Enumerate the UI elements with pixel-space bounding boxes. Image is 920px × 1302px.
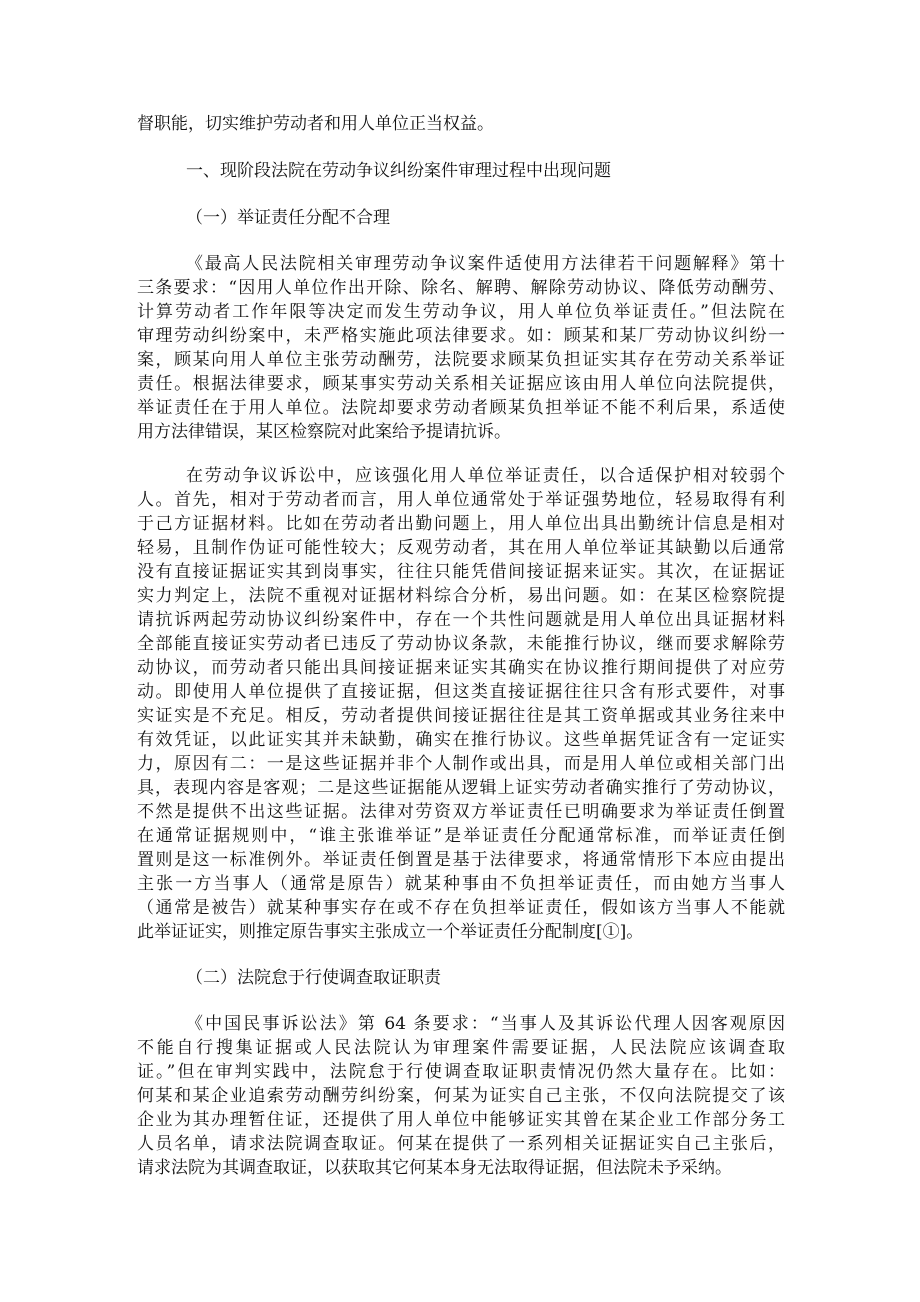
paragraph-line: 请抗诉两起劳动协议纠纷案件中，存在一个共性问题就是用人单位出具证据材料 [137, 610, 785, 630]
paragraph-line: 人员名单，请求法院调查取证。何某在提供了一系列相关证据证实自己主张后， [137, 1134, 785, 1154]
paragraph-line: 没有直接证据证实其到岗事实，往往只能凭借间接证据来证实。其次，在证据证 [137, 562, 785, 582]
paragraph-line: 何某和某企业追索劳动酬劳纠纷案，何某为证实自己主张，不仅向法院提交了该 [137, 1086, 785, 1106]
paragraph-line: 轻易，且制作伪证可能性较大；反观劳动者，其在用人单位举证其缺勤以后通常 [137, 538, 785, 558]
paragraph-line: 三条要求：“因用人单位作出开除、除名、解聘、解除劳动协议、降低劳动酬劳、 [137, 278, 785, 298]
paragraph-line: 力，原因有二：一是这些证据并非个人制作或出具，而是用人单位或相关部门出 [137, 754, 785, 774]
paragraph-line: 全部能直接证实劳动者已违反了劳动协议条款，未能推行协议，继而要求解除劳 [137, 634, 785, 654]
paragraph-line: 有效凭证，以此证实其并未缺勤，确实在推行协议。这些单据凭证含有一定证实 [137, 730, 785, 750]
paragraph-line: 计算劳动者工作年限等决定而发生劳动争议，用人单位负举证责任。”但法院在 [137, 302, 785, 322]
paragraph-line: 不能自行搜集证据或人民法院认为审理案件需要证据，人民法院应该调查取 [137, 1038, 785, 1058]
paragraph-line: 证。”但在审判实践中，法院怠于行使调查取证职责情况仍然大量存在。比如： [137, 1062, 785, 1082]
paragraph-line: 在劳动争议诉讼中，应该强化用人单位举证责任，以合适保护相对较弱个 [186, 466, 785, 486]
intro-last-line: 督职能，切实维护劳动者和用人单位正当权益。 [137, 114, 494, 134]
paragraph-line: 具，表现内容是客观；二是这些证据能从逻辑上证实劳动者确实推行了劳动协议， [137, 778, 785, 798]
paragraph-line: 案，顾某向用人单位主张劳动酬劳，法院要求顾某负担证实其存在劳动关系举证 [137, 350, 785, 370]
paragraph-line: （通常是被告）就某种事实存在或不存在负担举证责任，假如该方当事人不能就 [137, 898, 785, 918]
paragraph-line: 此举证证实，则推定原告事实主张成立一个举证责任分配制度[①]。 [137, 922, 644, 942]
paragraph-line: 《最高人民法院相关审理劳动争议案件适使用方法律若干问题解释》第十 [186, 254, 785, 274]
paragraph-line: 主张一方当事人（通常是原告）就某种事由不负担举证责任，而由她方当事人 [137, 874, 785, 894]
paragraph-line: 实力判定上，法院不重视对证据材料综合分析，易出问题。如：在某区检察院提 [137, 586, 785, 606]
paragraph-line: 《中国民事诉讼法》第 64 条要求：“当事人及其诉讼代理人因客观原因 [186, 1014, 785, 1034]
paragraph-line: 动协议，而劳动者只能出具间接证据来证实其确实在协议推行期间提供了对应劳 [137, 658, 785, 678]
paragraph-line: 置则是这一标准例外。举证责任倒置是基于法律要求，将通常情形下本应由提出 [137, 850, 785, 870]
paragraph-line: 人。首先，相对于劳动者而言，用人单位通常处于举证强势地位，轻易取得有利 [137, 490, 785, 510]
paragraph-line: 请求法院为其调查取证，以获取其它何某本身无法取得证据，但法院未予采纳。 [137, 1158, 732, 1178]
paragraph-line: 举证责任在于用人单位。法院却要求劳动者顾某负担举证不能不利后果，系适使 [137, 398, 785, 418]
paragraph-line: 用方法律错误，某区检察院对此案给予提请抗诉。 [137, 422, 511, 442]
paragraph-line: 审理劳动纠纷案中，未严格实施此项法律要求。如：顾某和某厂劳动协议纠纷一 [137, 326, 785, 346]
section-heading: 一、现阶段法院在劳动争议纠纷案件审理过程中出现问题 [186, 161, 611, 181]
paragraph-line: 不然是提供不出这些证据。法律对劳资双方举证责任已明确要求为举证责任倒置 [137, 802, 785, 822]
paragraph-line: 企业为其办理暂住证，还提供了用人单位中能够证实其曾在某企业工作部分务工 [137, 1110, 785, 1130]
paragraph-line: 责任。根据法律要求，顾某事实劳动关系相关证据应该由用人单位向法院提供， [137, 374, 785, 394]
paragraph-line: 动。即使用人单位提供了直接证据，但这类直接证据往往只含有形式要件，对事 [137, 682, 785, 702]
paragraph-line: 于己方证据材料。比如在劳动者出勤问题上，用人单位出具出勤统计信息是相对 [137, 514, 785, 534]
subsection-heading-2: （二）法院怠于行使调查取证职责 [186, 968, 441, 988]
paragraph-line: 实证实是不充足。相反，劳动者提供间接证据往往是其工资单据或其业务往来中 [137, 706, 785, 726]
subsection-heading-1: （一）举证责任分配不合理 [186, 208, 390, 228]
paragraph-line: 在通常证据规则中，“谁主张谁举证”是举证责任分配通常标准，而举证责任倒 [137, 826, 785, 846]
